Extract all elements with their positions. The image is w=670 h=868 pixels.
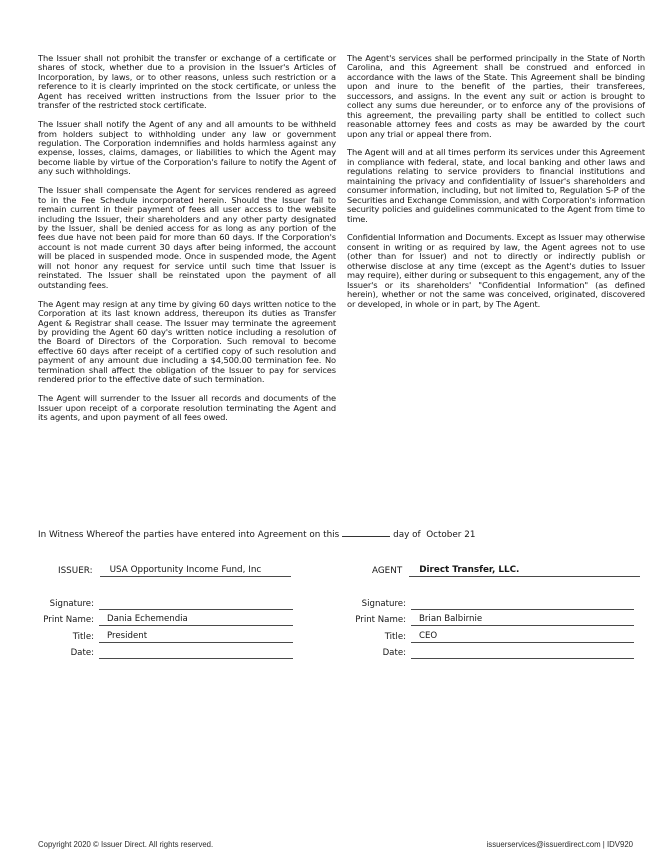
agent-signature-line[interactable] <box>411 608 634 610</box>
title-label: Title: <box>384 631 406 642</box>
contract-paragraph: Confidential Information and Documents. Except as Issuer may otherwise consent in writing or as required by law, the Agent agrees not to use (other than for Issuer) and not to directly or indirectly publish or otherwise disclose at any time (except as the Agent's duties to Issuer may require), either during or subsequent to this engagement, any of the Issuer's or its shareholders' "Confidential Information" (as defined herein), whether or not the same was conceived, originated, discovered or developed, in whole or in part, by The Agent. <box>347 232 645 309</box>
contract-paragraph: The Agent will and at all times perform its services under this Agreement in compliance with federal, state, and local banking and other laws and regulations relating to service providers to financial institutions and maintaining the privacy and confidentiality of Issuer's shareholders and consumer information, including, but not limited to, Regulation S-P of the Securities and Exchange Commission, and with Corporation's information security policies and guidelines communicated to the Agent from time to time. <box>347 147 645 224</box>
contract-paragraph: The Issuer shall compensate the Agent for services rendered as agreed to in the Fee Schedule incorporated herein. Should the Issuer fail to remain current in their payment of fees all user access to the website including the Issuer, their shareholders and any other party designated by the Issuer, shall be denied access for as long as any portion of the fees due have not been paid for more than 60 days. If the Corporation's account is not made current 30 days after being informed, the account will be placed in suspended mode. Once in suspended mode, the Agent will not honor any request for service until such time that Issuer is reinstated. The Issuer shall be reinstated upon the payment of all outstanding fees. <box>38 185 336 290</box>
date-label: Date: <box>382 648 406 659</box>
witness-clause-lead: In Witness Whereof the parties have entered into Agreement on this <box>38 530 340 540</box>
contract-paragraph: The Issuer shall not prohibit the transfer or exchange of a certificate or shares of stock, whether due to a provision in the Issuer's Articles of Incorporation, by laws, or to other reasons, unless such restriction or a reference to it is clearly imprinted on the stock certificate, or unless the Agent has received written instructions from the Issuer prior to the transfer of the restricted stock certificate. <box>38 53 336 111</box>
signature-label: Signature: <box>361 598 406 609</box>
copyright-text: Copyright 2020 © Issuer Direct. All rights reserved. <box>38 840 214 849</box>
left-column <box>38 54 336 422</box>
witness-clause <box>38 528 638 540</box>
issuer-name-value: USA Opportunity Income Fund, Inc <box>109 565 262 575</box>
day-blank-field[interactable] <box>342 528 390 537</box>
contract-paragraph: The Agent's services shall be performed principally in the State of North Carolina, and this Agreement shall be construed and enforced in accordance with the laws of the State. This Agreement shall be binding upon and inure to the benefit of the parties, their transferees, successors, and assigns. In the event any suit or action is brought to collect any sums due hereunder, or to enforce any of the provisions of this agreement, the prevailing party shall be entitled to collect such reasonable attorney fees and costs as may be awarded by the court upon any trial or appeal there from. <box>347 53 645 139</box>
agent-label: AGENT <box>372 566 403 576</box>
agent-name-value: Direct Transfer, LLC. <box>419 565 520 575</box>
issuer-date-line[interactable] <box>99 657 293 659</box>
issuer-signature-line[interactable] <box>99 608 293 610</box>
issuer-title-value: President <box>107 630 148 641</box>
issuer-name-line[interactable] <box>100 565 291 577</box>
signature-row <box>340 626 634 643</box>
agent-print-name-value: Brian Balbirnie <box>419 614 483 625</box>
issuer-print-name-value: Dania Echemendia <box>107 614 188 625</box>
page-footer <box>38 840 633 849</box>
signature-row <box>20 626 293 643</box>
print-name-label: Print Name: <box>355 615 406 626</box>
contact-and-doc-id: issuerservices@issuerdirect.com | IDV920 <box>486 840 633 849</box>
print-name-label: Print Name: <box>43 615 94 626</box>
right-column <box>347 54 645 422</box>
agent-title-value: CEO <box>419 630 438 641</box>
contract-paragraph: The Agent may resign at any time by giving 60 days written notice to the Corporation at its last known address, thereupon its duties as Transfer Agent & Registrar shall cease. The Issuer may terminate the agreement by providing the Agent 60 day's written notice including a resolution of the Board of Directors of the Corporation. Such removal to become effective 60 days after receipt of a certified copy of such resolution and payment of any amount due including a $4,500.00 termination fee. No termination shall affect the obligation of the Issuer to pay for services rendered prior to the effective date of such termination. <box>38 298 336 385</box>
date-label: Date: <box>70 648 94 659</box>
agent-name-line[interactable] <box>409 565 640 577</box>
signature-row <box>340 593 634 610</box>
agreement-body <box>38 54 645 422</box>
signature-row <box>20 593 293 610</box>
agent-signature-block <box>340 593 634 659</box>
signature-row <box>20 610 293 627</box>
issuer-signature-block <box>20 593 293 659</box>
agent-party-field <box>372 565 640 577</box>
issuer-print-name-line[interactable] <box>99 614 293 626</box>
issuer-party-field <box>58 565 291 577</box>
witness-clause-tail: day of October 21 <box>393 530 476 540</box>
title-label: Title: <box>72 631 94 642</box>
agent-date-line[interactable] <box>411 657 634 659</box>
contract-paragraph: The Agent will surrender to the Issuer all records and documents of the Issuer upon receipt of a corporate resolution terminating the Agent and its agents, and upon payment of all fees owed. <box>38 393 336 422</box>
contract-paragraph: The Issuer shall notify the Agent of any and all amounts to be withheld from holders subject to withholding under any law or government regulation. The Corporation indemnifies and holds harmless against any expense, losses, claims, damages, or liabilities to which the Agent may become liable by virtue of the Corporation's failure to notify the Agent of any such withholdings. <box>38 119 336 177</box>
signature-label: Signature: <box>49 598 94 609</box>
signature-row <box>20 643 293 660</box>
agent-print-name-line[interactable] <box>411 614 634 626</box>
agent-title-line[interactable] <box>411 631 634 643</box>
parties-row <box>0 565 670 583</box>
signature-row <box>340 610 634 627</box>
signature-row <box>340 643 634 660</box>
issuer-label: ISSUER: <box>58 566 93 576</box>
issuer-title-line[interactable] <box>99 631 293 643</box>
